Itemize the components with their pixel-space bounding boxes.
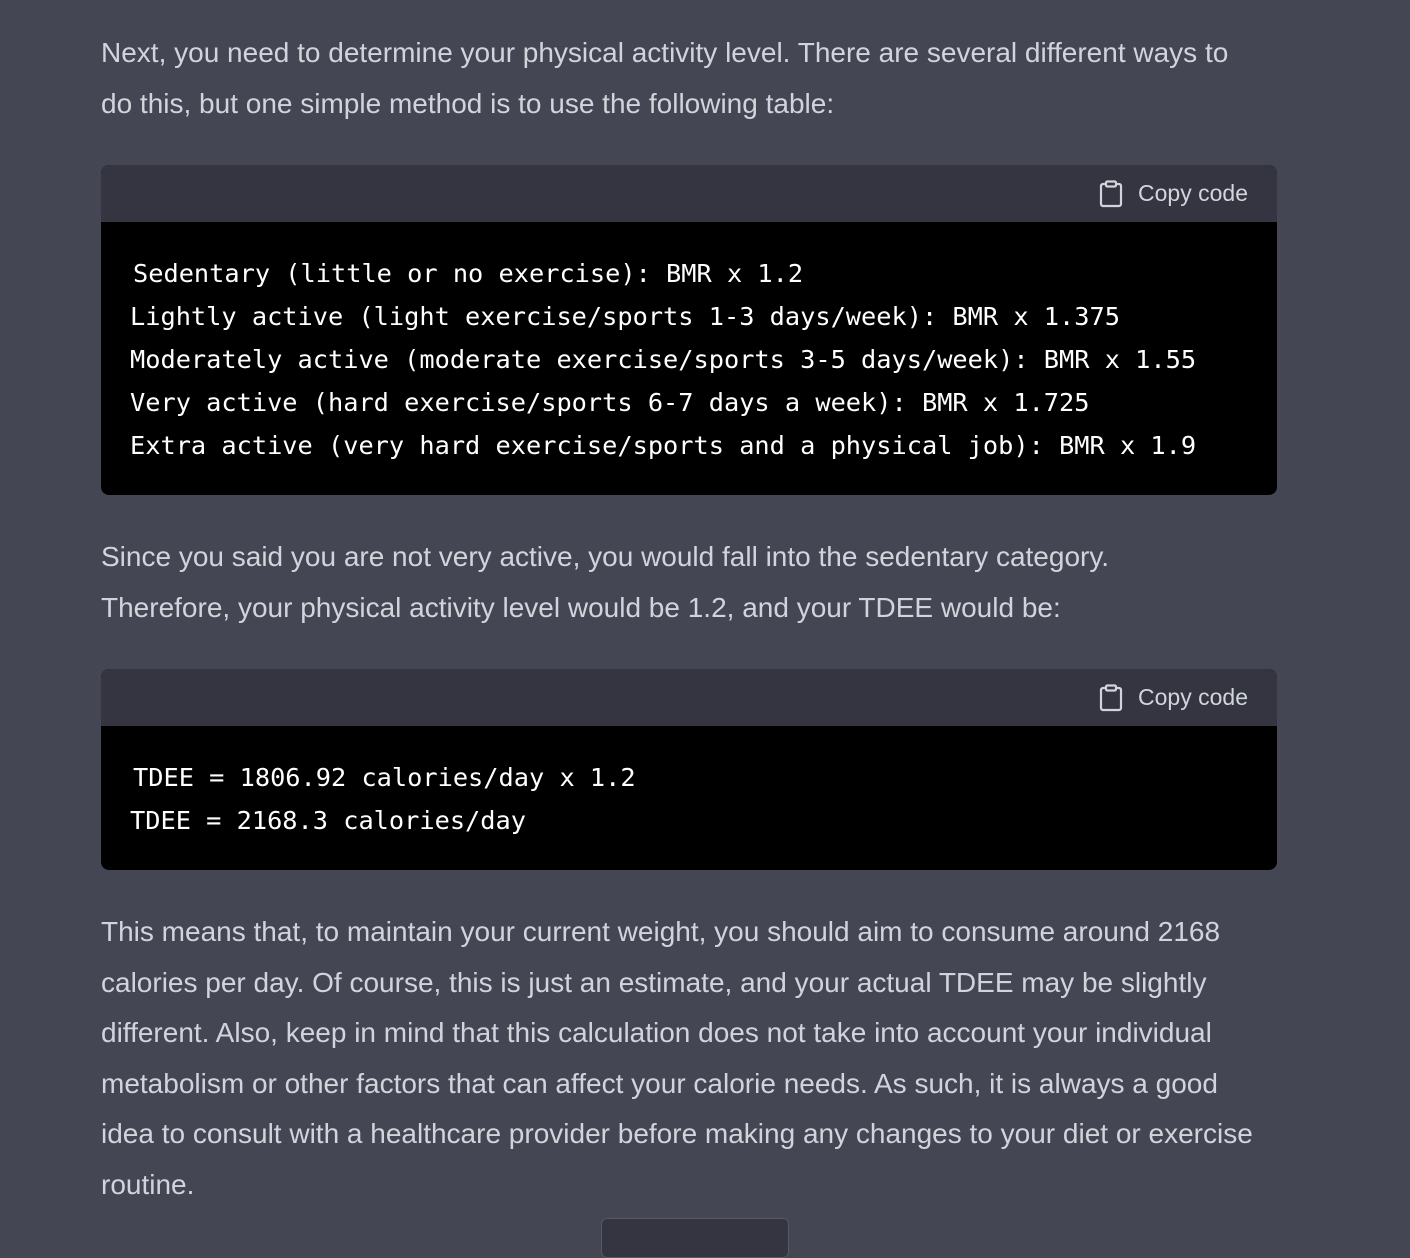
activity-level-code-block (101, 165, 1277, 495)
code-line: Extra active (very hard exercise/sports and a physical job): BMR x 1.9 (130, 431, 1197, 460)
tdee-code-block (101, 669, 1277, 870)
code-line: Very active (hard exercise/sports 6-7 days a week): BMR x 1.725 (130, 388, 1090, 417)
code-line: Sedentary (little or no exercise): BMR x 1.2 (133, 259, 804, 288)
code-block-header (101, 669, 1277, 726)
clipboard-icon (1098, 684, 1124, 712)
regenerate-response-button[interactable] (601, 1218, 789, 1258)
code-block-header (101, 165, 1277, 222)
code-content (101, 222, 1277, 495)
copy-code-button[interactable] (1098, 684, 1248, 712)
copy-code-label: Copy code (1138, 180, 1248, 206)
code-line: TDEE = 2168.3 calories/day (130, 806, 526, 835)
copy-code-label: Copy code (1138, 684, 1248, 710)
assistant-message (101, 28, 1277, 1210)
clipboard-icon (1098, 180, 1124, 208)
intro-paragraph: Next, you need to determine your physical activity level. There are several different ways to do this, but one simple method is to use the following table: (101, 37, 1229, 119)
copy-code-button[interactable] (1098, 180, 1248, 208)
code-line: Lightly active (light exercise/sports 1-3 days/week): BMR x 1.375 (130, 302, 1120, 331)
conclusion-paragraph: This means that, to maintain your current weight, you should aim to consume around 2168 calories per day. Of course, this is just an estimate, and your actual TDEE may be slightly different. Also, keep in mind that this calculation does not take into account your individual metabolism or other factors that can affect your calorie needs. As such, it is always a good idea to consult with a healthcare provider before making any changes to your diet or exercise routine. (101, 916, 1253, 1200)
code-line: Moderately active (moderate exercise/sports 3-5 days/week): BMR x 1.55 (130, 345, 1197, 374)
code-content (101, 726, 1277, 870)
sedentary-paragraph: Since you said you are not very active, you would fall into the sedentary category. Therefore, your physical activity level would be 1.2, and your TDEE would be: (101, 541, 1110, 623)
code-line: TDEE = 1806.92 calories/day x 1.2 (133, 763, 636, 792)
